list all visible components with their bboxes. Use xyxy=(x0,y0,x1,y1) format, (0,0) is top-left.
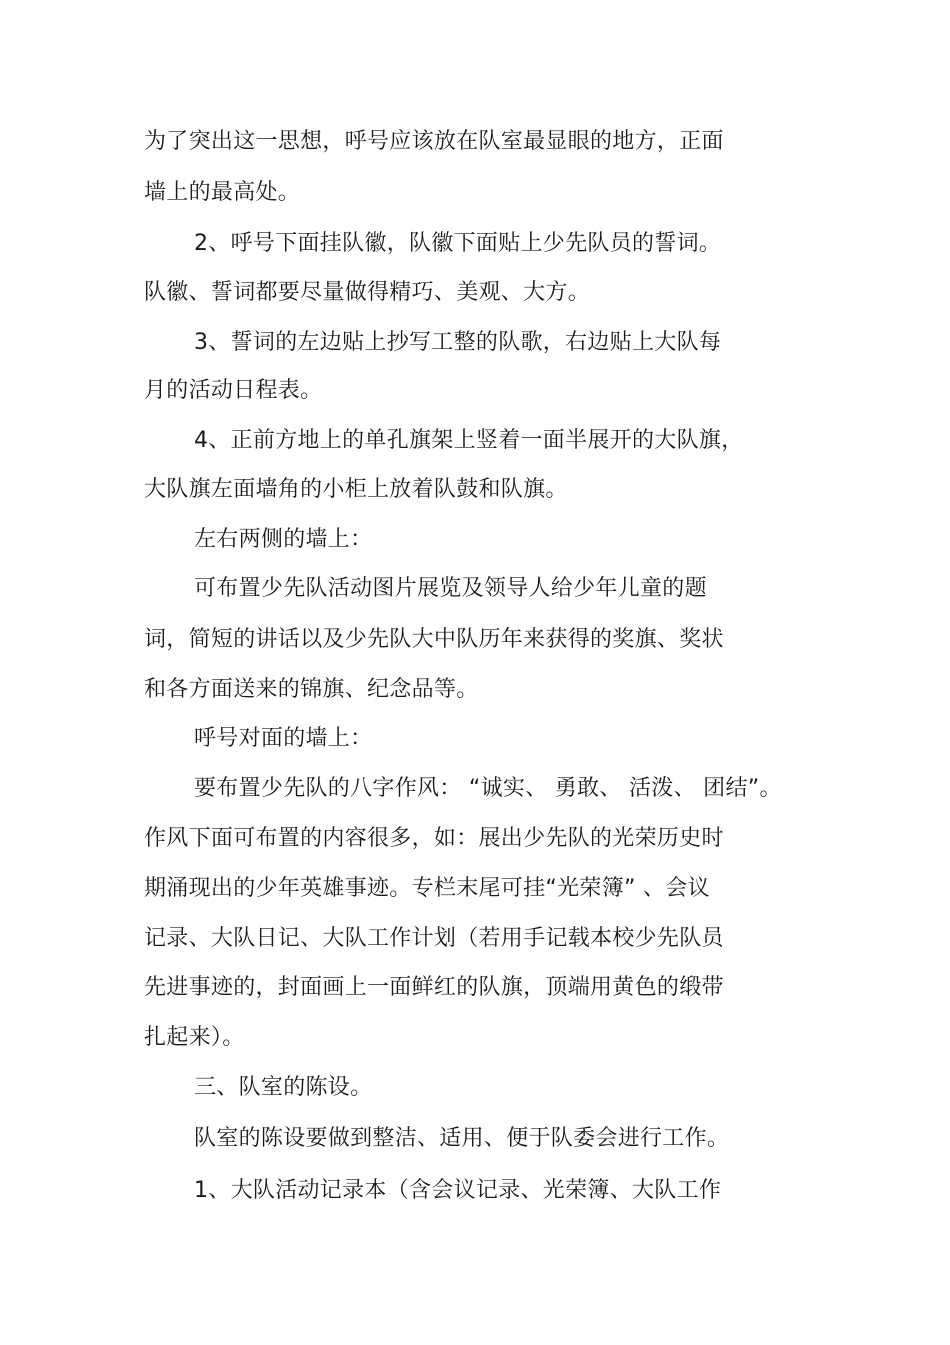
text-line: 4、正前方地上的单孔旗架上竖着一面半展开的大队旗， xyxy=(194,428,744,453)
text-line: 墙上的最高处。 xyxy=(144,180,301,205)
text-line: 3、誓词的左边贴上抄写工整的队歌，右边贴上大队每 xyxy=(194,330,722,355)
text-line: 呼号对面的墙上： xyxy=(194,726,373,751)
text-line: 月的活动日程表。 xyxy=(144,378,323,403)
text-line: 要布置少先队的八字作风： “诚实、 勇敢、 活泼、 团结”。 xyxy=(194,776,782,801)
text-line: 队徽、誓词都要尽量做得精巧、美观、大方。 xyxy=(144,280,591,305)
text-line: 三、队室的陈设。 xyxy=(194,1075,373,1100)
text-line: 左右两侧的墙上： xyxy=(194,527,373,552)
text-line: 大队旗左面墙角的小柜上放着队鼓和队旗。 xyxy=(144,477,568,502)
text-line: 队室的陈设要做到整洁、适用、便于队委会进行工作。 xyxy=(194,1126,730,1151)
text-line: 1、大队活动记录本（含会议记录、光荣簿、大队工作 xyxy=(194,1178,722,1203)
text-line: 期涌现出的少年英雄事迹。专栏末尾可挂“光荣簿” 、会议 xyxy=(144,876,710,901)
text-line: 和各方面送来的锦旗、纪念品等。 xyxy=(144,677,479,702)
text-line: 作风下面可布置的内容很多，如：展出少先队的光荣历史时 xyxy=(144,826,724,851)
text-line: 2、呼号下面挂队徽，队徽下面贴上少先队员的誓词。 xyxy=(194,231,722,256)
text-line: 扎起来）。 xyxy=(144,1025,245,1050)
text-line: 为了突出这一思想，呼号应该放在队室最显眼的地方，正面 xyxy=(144,129,724,154)
text-line: 词，简短的讲话以及少先队大中队历年来获得的奖旗、奖状 xyxy=(144,627,724,652)
text-line: 可布置少先队活动图片展览及领导人给少年儿童的题 xyxy=(194,576,707,601)
text-line: 记录、大队日记、大队工作计划（若用手记载本校少先队员 xyxy=(144,926,724,951)
text-line: 先进事迹的，封面画上一面鲜红的队旗，顶端用黄色的缎带 xyxy=(144,975,724,1000)
